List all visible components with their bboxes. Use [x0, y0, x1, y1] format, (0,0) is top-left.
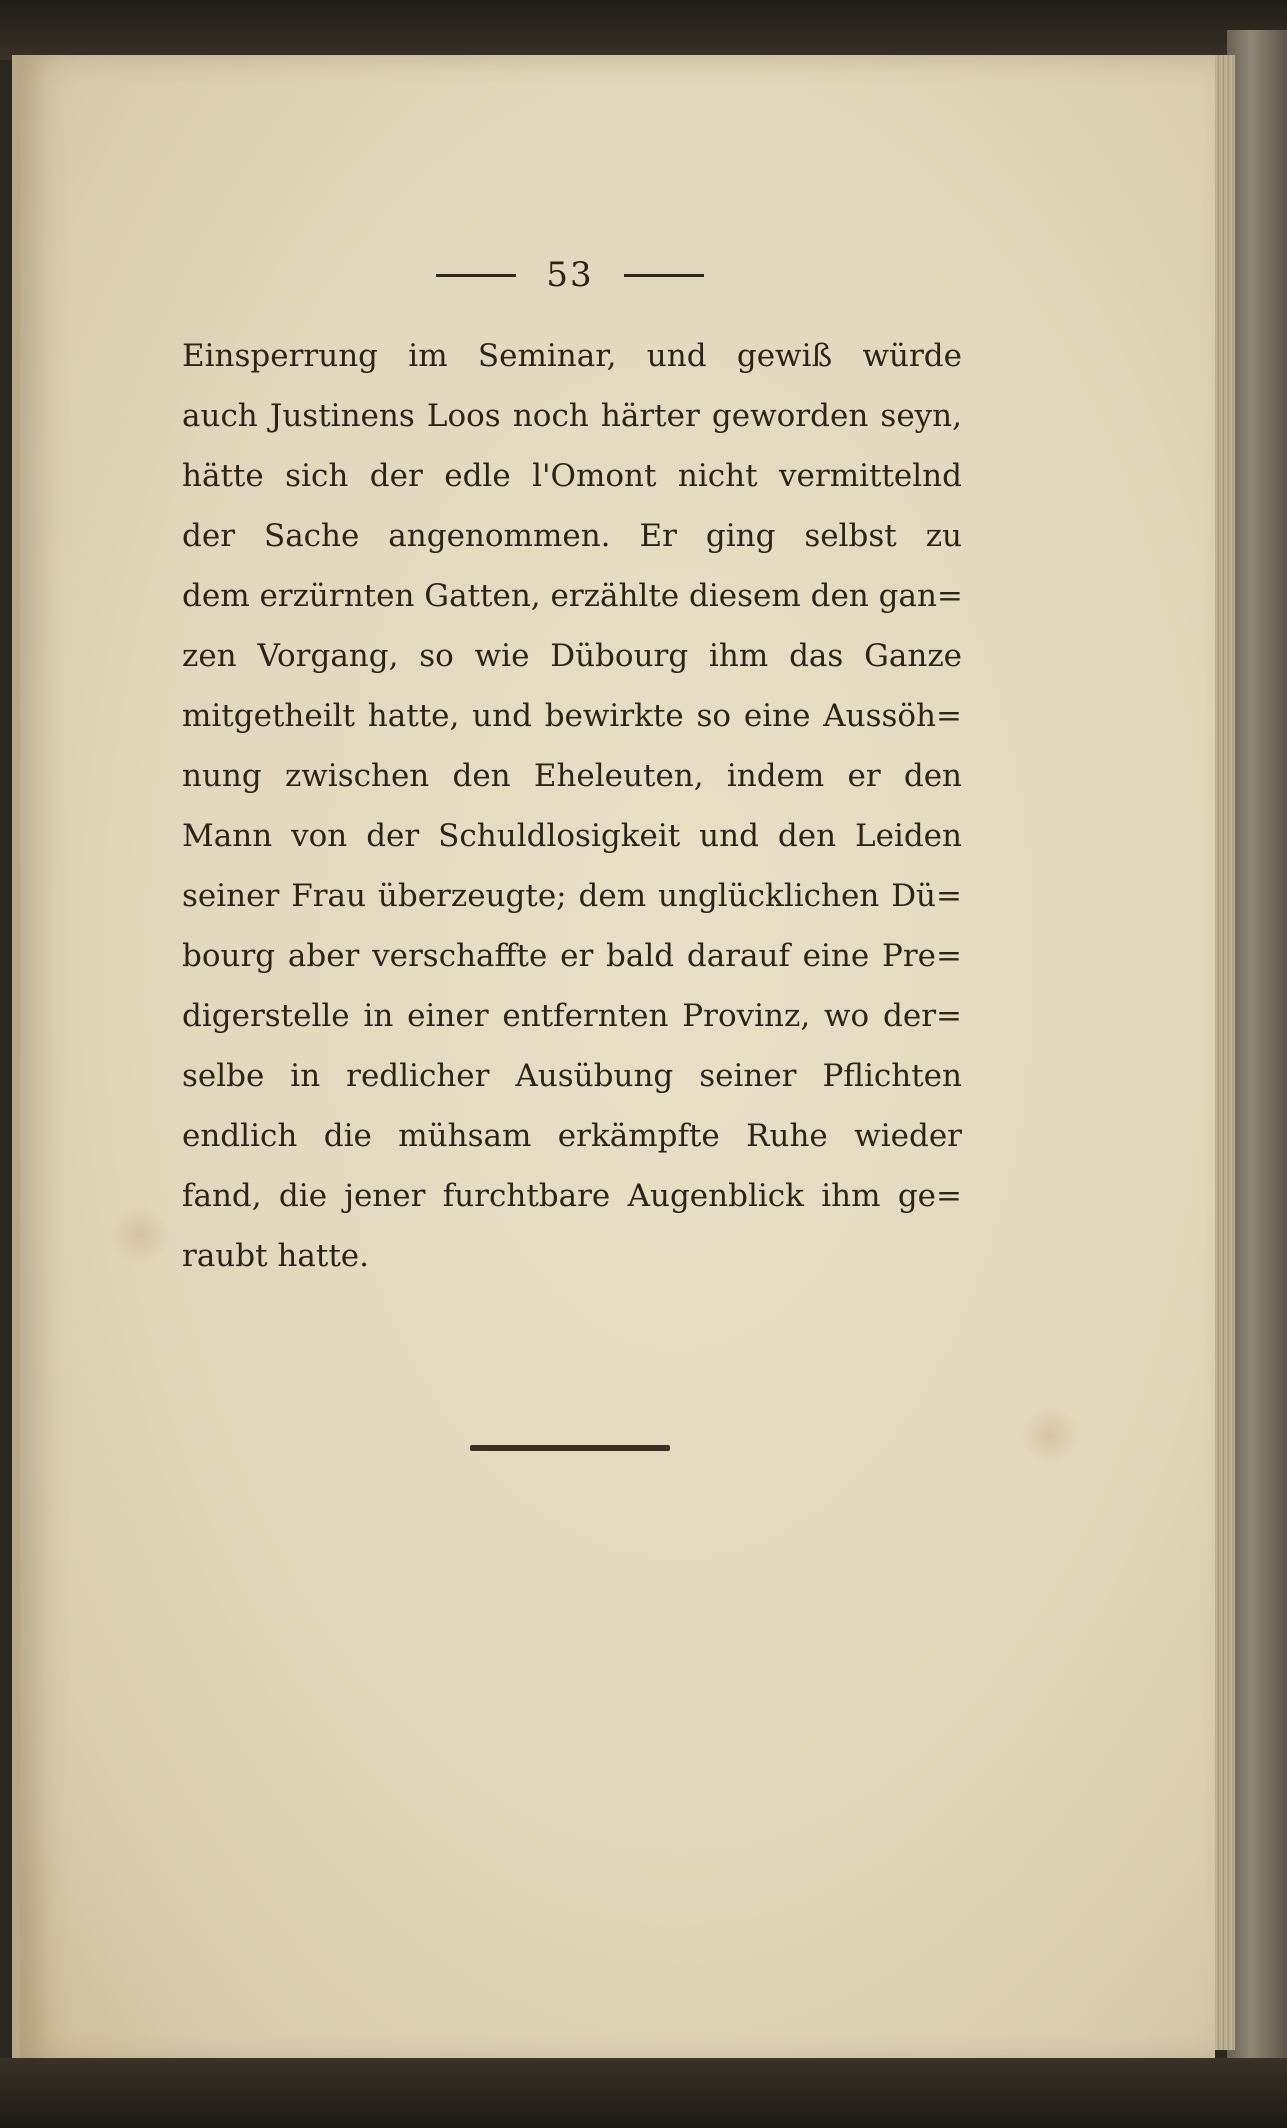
foxing-stain [1020, 1405, 1080, 1465]
text-line: zen Vorgang, so wie Dübourg ihm das Ganze [182, 638, 962, 674]
text-line: dem erzürnten Gatten, erzählte diesem den gan= [182, 578, 963, 614]
book-cover-edge [1227, 30, 1287, 2070]
text-line: seiner Frau überzeugte; dem unglücklichen Dü= [182, 878, 962, 914]
text-line: bourg aber verschaffte er bald darauf eine Pre= [182, 938, 962, 974]
binding-bottom-edge [0, 2058, 1287, 2128]
text-line: raubt hatte. [182, 1238, 369, 1274]
text-line: nung zwischen den Eheleuten, indem er den [182, 758, 962, 794]
text-line: digerstelle in einer entfernten Provinz, wo der= [182, 998, 962, 1034]
section-end-rule [470, 1445, 670, 1451]
text-line: fand, die jener furchtbare Augenblick ihm ge= [182, 1178, 962, 1214]
page-header [410, 250, 730, 300]
header-dash-left [436, 274, 516, 277]
header-dash-right [624, 274, 704, 277]
text-line: hätte sich der edle l'Omont nicht vermittelnd [182, 458, 962, 494]
text-line: mitgetheilt hatte, und bewirkte so eine Aussöh= [182, 698, 962, 734]
text-line: selbe in redlicher Ausübung seiner Pflichten [182, 1058, 962, 1094]
text-line: Einsperrung im Seminar, und gewiß würde [182, 338, 962, 374]
foxing-stain [110, 1205, 170, 1265]
text-line: auch Justinens Loos noch härter geworden seyn, [182, 398, 962, 434]
text-line: Mann von der Schuldlosigkeit und den Leiden [182, 818, 962, 854]
page-number: 53 [546, 255, 594, 295]
text-line: der Sache angenommen. Er ging selbst zu [182, 518, 962, 554]
text-line: endlich die mühsam erkämpfte Ruhe wieder [182, 1118, 962, 1154]
body-paragraph [182, 326, 962, 1286]
binding-top-edge [0, 0, 1287, 60]
